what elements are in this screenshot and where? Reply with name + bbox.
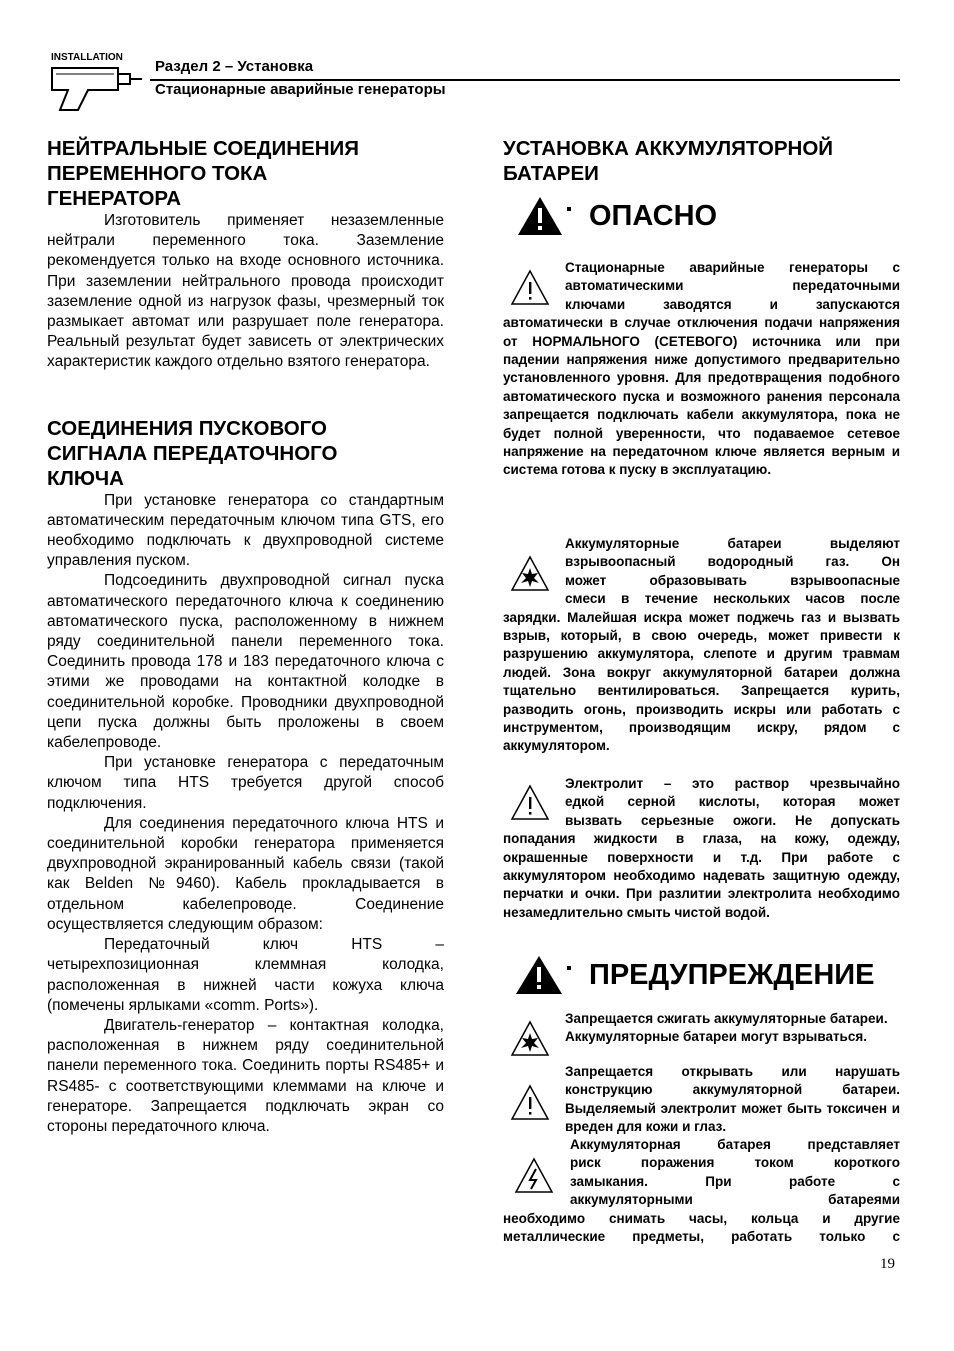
- drill-icon: [48, 52, 144, 112]
- installation-label: INSTALLATION: [51, 52, 123, 63]
- section-title: Раздел 2 – Установка: [155, 58, 314, 75]
- warning-do-not-burn: Запрещается сжигать аккумуляторные батареи. Аккумуляторные батареи могут взрываться.: [565, 1011, 888, 1045]
- danger-signal: [517, 196, 717, 236]
- danger-auto-start: Стационарные аварийные генераторы с автоматическими передаточными ключами заводятся и запускаются автоматически в случае отключения подачи напряжения от НОРМАЛЬНОГО (СЕТЕВОГО) источника или при падении напряжения ниже допустимого предварительно установленного уровня. Для предотвращения подобного автоматического пуска и возможного ранения персонала запрещается подключать кабели аккумулятора, пока не будет полной уверенности, что подаваемое сетевое напряжение на передаточном ключе является верным и система готова к пуску в эксплуатацию.: [503, 260, 900, 478]
- heading-neutral-connections: НЕЙТРАЛЬНЫЕ СОЕДИНЕНИЯ ПЕРЕМЕННОГО ТОКА ГЕНЕРАТОРА: [47, 137, 360, 210]
- left-column: [47, 136, 444, 1137]
- warning-do-not-open: Запрещается открывать или нарушать конструкцию аккумуляторной батареи. Выделяемый электролит может быть токсичен и вреден для кожи и глаз.: [565, 1064, 900, 1135]
- heading-start-signal: СОЕДИНЕНИЯ ПУСКОВОГО СИГНАЛА ПЕРЕДАТОЧНОГО КЛЮЧА: [47, 416, 338, 490]
- section-subtitle: Стационарные аварийные генераторы: [155, 81, 446, 98]
- paragraph: При установке генератора со стандартным автоматическим передаточным ключом типа GTS, его необходимо подключать к двухпроводной системе управления пуском.: [47, 491, 444, 570]
- paragraph: Для соединения передаточного ключа HTS и соединительной коробки генератора применяется двухпроводной экранированный кабель связи (такой как Belden №9460). Кабель прокладывается в отдельном кабелепроводе. Соединение осуществляется следующим образом:: [47, 814, 444, 933]
- paragraph: При установке генератора с передаточным ключом типа HTS требуется другой способ подключения.: [47, 754, 444, 812]
- paragraph: Двигатель-генератор – контактная колодка, расположенная в нижнем ряду соединительной панели переменного тока. Соединить порты RS485+ и RS485- с соответствующими клеммами на ключе и генераторе. Запрещается подключать экран со стороны передаточного ключа.: [47, 1016, 444, 1135]
- right-column-heading: [503, 136, 900, 186]
- paragraph: Подсоединить двухпроводной сигнал пуска автоматического передаточного ключа к соединению автоматического пуска, расположенному в нижнем ряду соединительной панели переменного тока. Соединить провода 178 и 183 передаточного ключа с этими же проводами на контактной колодке в соединительной коробке. Проводники двухпроводной цепи пуска должны быть проложены в своем кабелепроводе.: [47, 572, 444, 752]
- danger-hydrogen-gas: Аккумуляторные батареи выделяют взрывоопасный водородный газ. Он может образовывать взрывоопасные смеси в течение нескольких часов после зарядки. Малейшая искра может поджечь газ и вызвать взрыв, который, в свою очередь, может привести к разрушению аккумулятора, слепоте и другим травмам людей. Зона вокруг аккумуляторной батареи должна тщательно вентилироваться. Запрещается курить, разводить огонь, производить искры или работать с инструментом, производящим искру, рядом с аккумулятором.: [503, 536, 900, 754]
- warning-signal: [515, 955, 874, 995]
- danger-electrolyte: Электролит – это раствор чрезвычайно едкой серной кислоты, которая может вызвать серьезные ожоги. Не допускать попадания жидкости в глаза, на кожу, одежду, окрашенные поверхности и т.д. При работе с аккумулятором необходимо надевать защитную одежду, перчатки и очки. При разлитии электролита необходимо незамедлительно смыть чистой водой.: [503, 776, 900, 920]
- page-number: 19: [880, 1256, 895, 1272]
- warning-label: ПРЕДУПРЕЖДЕНИЕ: [589, 958, 875, 991]
- warning-short-circuit: Аккумуляторная батарея представляет риск поражения током короткого замыкания. При работе с аккумуляторными батареями необходимо снимать часы, кольца и другие металлические предметы, работать только с: [503, 1137, 900, 1245]
- danger-label: ОПАСНО: [589, 199, 718, 232]
- paragraph: Изготовитель применяет незаземленные нейтрали переменного тока. Заземление рекомендуется только на входе основного источника. При заземлении нейтрального провода происходит заземление одной из нагрузок фазы, чрезмерный ток размыкает автомат или разрушает поле генератора. Реальный результат будет зависеть от электрических характеристик каждого отдельно взятого генератора.: [47, 212, 444, 371]
- warning-triangle-icon: [517, 196, 563, 236]
- installation-badge: [48, 52, 144, 112]
- warning-triangle-icon: [515, 955, 563, 995]
- heading-battery-installation: УСТАНОВКА АККУМУЛЯТОРНОЙ БАТАРЕИ: [503, 137, 834, 185]
- paragraph: Передаточный ключ HTS – четырехпозиционная клеммная колодка, расположенная в нижней части кожуха ключа (помечены ярлыками «comm. Ports»).: [47, 936, 444, 1014]
